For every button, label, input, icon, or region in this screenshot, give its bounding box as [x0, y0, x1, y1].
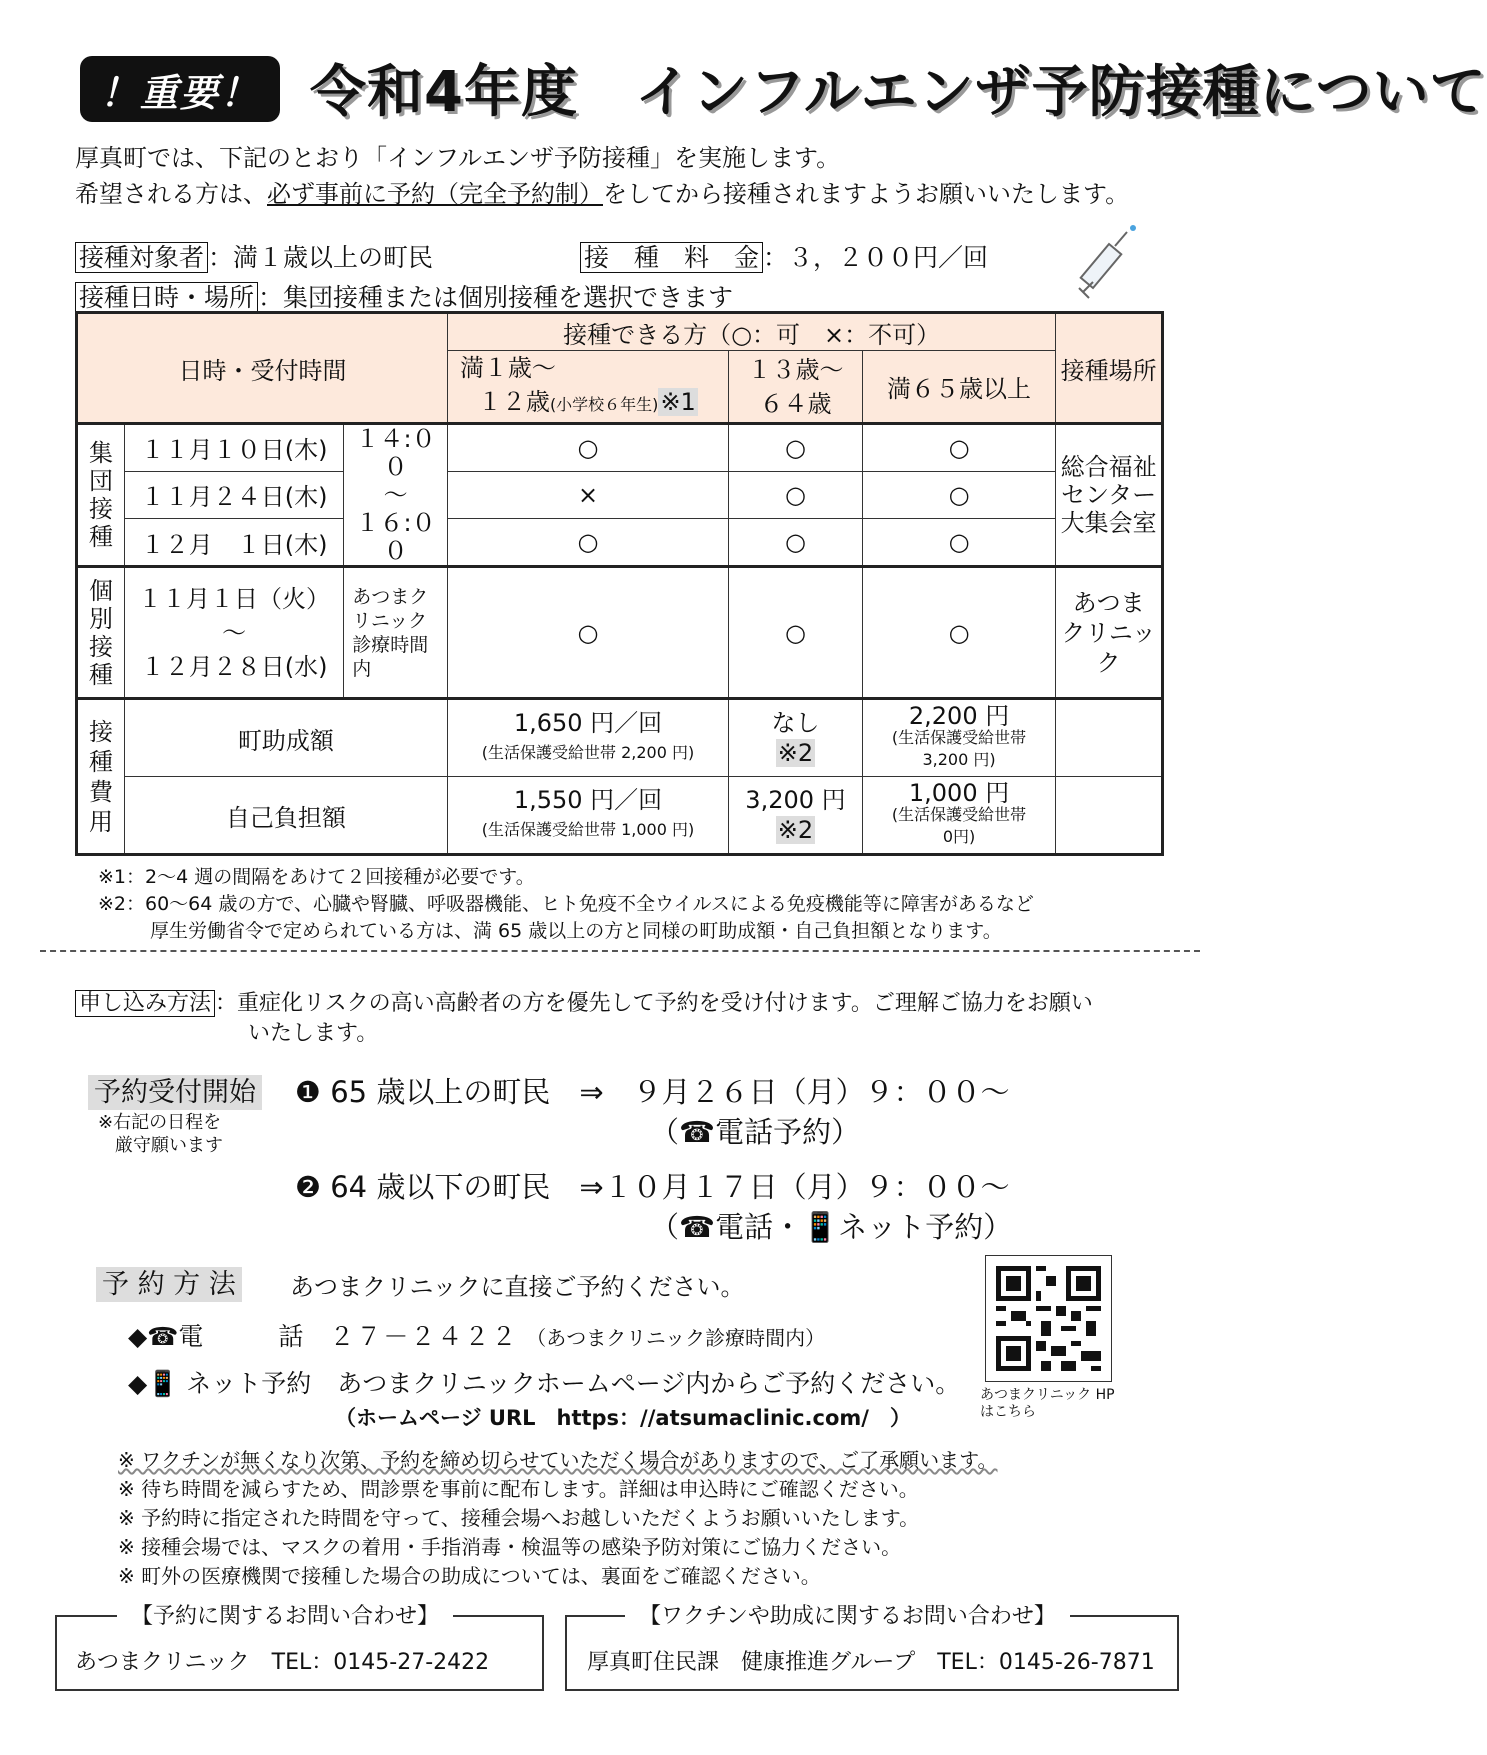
group-mark-2-1: ○	[729, 519, 863, 567]
contact-clinic-body: あつまクリニック TEL：0145-27-2422	[75, 1650, 490, 1675]
indiv-time-1: リニック	[352, 609, 428, 632]
reservation-label-wrap	[88, 1070, 262, 1109]
header-age-1-a: 満１歳～	[459, 354, 556, 382]
group-label-0: 集	[88, 439, 113, 467]
fee-label-1: 種	[88, 747, 113, 776]
contact-clinic-caption: 【予約に関するお問い合わせ】	[117, 1599, 453, 1630]
remark-1: ※ 待ち時間を減らすため、問診票を事前に配布します。詳細は申込時にご確認ください。	[118, 1477, 919, 1501]
group-date-2: １２月 １日(木)	[124, 519, 343, 567]
group-mark-1-2: ○	[862, 471, 1055, 519]
target-row	[75, 238, 433, 274]
header-age-2-b: ６４歳	[759, 389, 832, 418]
subsidy-2	[729, 699, 863, 777]
note-2: ※2：60～64 歳の方で、心臓や腎臓、呼吸器機能、ヒト免疫不全ウイルスによる免疫機能等に障害があるなど	[98, 893, 1034, 915]
group-mark-0-0: ○	[447, 424, 728, 472]
subsidy-3-small-a: (生活保護受給世帯	[891, 728, 1027, 747]
group-label-2: 接	[88, 495, 113, 523]
subsidy-2-value: なし	[771, 709, 820, 737]
target-value: ：満１歳以上の町民	[208, 243, 434, 272]
remark-4: ※ 町外の医療機関で接種した場合の助成については、裏面をご確認ください。	[118, 1564, 821, 1588]
group-place-1: センター	[1061, 481, 1157, 509]
phone-label: ◆☎電 話	[128, 1322, 304, 1351]
note-1: ※1：2～4 週の間隔をあけて２回接種が必要です。	[98, 866, 535, 888]
apply-text-1: ：重症化リスクの高い高齢者の方を優先して予約を受け付けます。ご理解ご協力をお願い	[215, 991, 1093, 1016]
page-title: 令和4年度 インフルエンザ予防接種について	[310, 60, 1487, 125]
group-mark-0-2: ○	[862, 424, 1055, 472]
self-1-small: (生活保護受給世帯 1,000 円)	[481, 820, 695, 839]
self-2-value: 3,200 円	[745, 786, 846, 814]
indiv-label-1: 別	[88, 604, 113, 633]
indiv-time	[344, 567, 448, 699]
subsidy-label: 町助成額	[124, 699, 447, 777]
contact-box-town	[565, 1604, 1179, 1691]
header-eligible: 接種できる方（○：可 ×：不可）	[447, 313, 1055, 351]
qr-code[interactable]	[985, 1255, 1112, 1382]
indiv-place-1: クリニッ	[1061, 618, 1156, 647]
indiv-place-0: あつま	[1072, 588, 1145, 617]
fee-label: 接 種 料 金	[580, 242, 763, 273]
subsidy-1-value: 1,650 円／回	[513, 709, 663, 737]
header-age-1	[447, 351, 728, 424]
self-label: 自己負担額	[124, 777, 447, 855]
fee-label-0: 接	[88, 717, 113, 746]
header-age-2	[729, 351, 863, 424]
group-mark-1-1: ○	[729, 471, 863, 519]
group-mark-0-1: ○	[729, 424, 863, 472]
qr-code-icon	[986, 1256, 1111, 1381]
self-3	[862, 777, 1055, 855]
self-place-empty	[1056, 777, 1163, 855]
self-3-small-a: (生活保護受給世帯	[891, 805, 1027, 824]
reservation-item-1b: （☎電話予約）	[650, 1115, 861, 1149]
datetime-label: 接種日時・場所	[75, 282, 258, 313]
self-2	[729, 777, 863, 855]
indiv-date-2: １２月２８日(水)	[140, 652, 328, 681]
fee-label-3: 用	[88, 807, 113, 836]
group-date-1: １１月２４日(木)	[124, 471, 343, 519]
fee-value: ：３，２００円／回	[763, 243, 989, 272]
qr-caption-2: はこちら	[980, 1404, 1036, 1420]
group-time	[344, 424, 448, 567]
remark-3: ※ 接種会場では、マスクの着用・手指消毒・検温等の感染予防対策にご協力ください。	[118, 1535, 902, 1559]
phone-note: （あつまクリニック診療時間内）	[526, 1326, 826, 1350]
indiv-place	[1056, 567, 1163, 699]
group-place-0: 総合福祉	[1060, 453, 1157, 481]
reservation-item-2b: （☎電話・📱ネット予約）	[650, 1210, 1013, 1244]
self-3-value: 1,000 円	[908, 779, 1010, 807]
indiv-time-0: あつまク	[352, 585, 429, 608]
datetime-value: ：集団接種または個別接種を選択できます	[258, 283, 734, 312]
indiv-label-0: 個	[88, 576, 113, 605]
group-mark-1-0: ×	[447, 471, 728, 519]
indiv-date-1: ～	[222, 618, 247, 647]
group-place	[1056, 424, 1163, 567]
net-label: ◆📱 ネット予約	[128, 1369, 312, 1398]
indiv-date-0: １１月１日（火）	[138, 584, 331, 613]
contact-town-caption: 【ワクチンや助成に関するお問い合わせ】	[625, 1599, 1070, 1630]
group-mark-2-2: ○	[862, 519, 1055, 567]
header-datetime: 日時・受付時間	[77, 313, 448, 424]
self-3-small-b: 0円)	[942, 827, 976, 846]
net-row	[128, 1364, 960, 1400]
target-label: 接種対象者	[75, 242, 208, 273]
group-date-0: １１月１０日(木)	[124, 424, 343, 472]
indiv-time-3: 内	[352, 657, 372, 680]
subsidy-1	[447, 699, 728, 777]
qr-caption-1: あつまクリニック HP	[980, 1387, 1115, 1403]
self-1	[447, 777, 728, 855]
subsidy-3-value: 2,200 円	[908, 702, 1010, 730]
indiv-place-2: ク	[1096, 648, 1121, 677]
remark-2: ※ 予約時に指定された時間を守って、接種会場へお越しいただくようお願いいたします。	[118, 1506, 920, 1530]
subsidy-place-empty	[1056, 699, 1163, 777]
remark-0: ※ ワクチンが無くなり次第、予約を締め切らせていただく場合がありますので、ご了承願います。	[118, 1448, 998, 1472]
phone-row	[128, 1317, 825, 1353]
group-place-2: 大集会室	[1060, 509, 1157, 537]
apply-row	[75, 986, 1093, 1017]
method-label-wrap	[96, 1262, 242, 1301]
fee-label-2: 費	[88, 777, 113, 806]
method-label: 予 約 方 法	[96, 1267, 242, 1302]
phone-value: ２７－２４２２	[329, 1322, 519, 1351]
vaccination-table	[75, 311, 1164, 856]
header-age-1-note: ※1	[660, 388, 696, 416]
header-age-1-b: １２歳	[477, 388, 550, 416]
indiv-label	[77, 567, 125, 699]
fee-label-col	[77, 699, 125, 855]
url-line: （ホームページ URL https：//atsumaclinic.com/ ）	[335, 1406, 911, 1430]
reservation-sub-1: ※右記の日程を	[98, 1112, 222, 1133]
contact-town-body: 厚真町住民課 健康推進グループ TEL：0145-26-7871	[587, 1650, 1155, 1675]
group-label-1: 団	[88, 467, 113, 495]
syringe-icon	[1075, 222, 1145, 307]
header-age-3: 満６５歳以上	[862, 351, 1055, 424]
intro-line-2-underlined: 必ず事前に予約（完全予約制）	[267, 180, 603, 208]
dashed-separator	[40, 950, 1200, 952]
contact-box-clinic	[55, 1604, 544, 1691]
indiv-mark-1: ○	[729, 567, 863, 699]
reservation-label: 予約受付開始	[88, 1075, 262, 1110]
reservation-item-2: ❷ 64 歳以下の町民 ⇒１０月１７日（月）９：００～	[295, 1170, 1010, 1204]
indiv-label-2: 接	[88, 632, 113, 661]
subsidy-1-small: (生活保護受給世帯 2,200 円)	[481, 743, 695, 762]
subsidy-2-note: ※2	[777, 739, 814, 767]
fee-row	[580, 238, 988, 274]
intro-line-2-post: をしてから接種されますようお願いいたします。	[603, 180, 1130, 208]
subsidy-3-small-b: 3,200 円)	[922, 750, 996, 769]
note-2b: 厚生労働省令で定められている方は、満 65 歳以上の方と同様の町助成額・自己負担額となります。	[150, 920, 1002, 942]
important-badge: ！重要！	[80, 56, 280, 122]
indiv-dates	[124, 567, 343, 699]
indiv-label-3: 種	[88, 660, 113, 689]
header-place: 接種場所	[1056, 313, 1163, 424]
datetime-row	[75, 278, 733, 314]
reservation-sub-2: 厳守願います	[115, 1135, 223, 1156]
group-label-3: 種	[88, 523, 113, 551]
self-2-note: ※2	[777, 816, 814, 844]
group-label	[77, 424, 125, 567]
group-time-1: ～	[383, 481, 408, 509]
header-age-1-small: (小学校６年生)	[549, 395, 659, 414]
group-mark-2-0: ○	[447, 519, 728, 567]
intro-line-1: 厚真町では、下記のとおり「インフルエンザ予防接種」を実施します。	[75, 144, 841, 172]
group-time-0: １４:００	[355, 425, 436, 481]
apply-label: 申し込み方法	[75, 990, 215, 1017]
header-age-2-a: １３歳～	[747, 355, 844, 384]
net-value: あつまクリニックホームページ内からご予約ください。	[337, 1369, 961, 1398]
indiv-mark-2: ○	[862, 567, 1055, 699]
apply-text-2: いたします。	[248, 1021, 379, 1046]
group-time-2: １６:００	[355, 509, 436, 565]
indiv-mark-0: ○	[447, 567, 728, 699]
intro-line-2-pre: 希望される方は、	[75, 180, 267, 208]
self-1-value: 1,550 円／回	[513, 786, 663, 814]
indiv-time-2: 診療時間	[352, 633, 429, 656]
reservation-item-1: ❶ 65 歳以上の町民 ⇒ ９月２６日（月）９：００～	[295, 1075, 1010, 1109]
subsidy-3	[862, 699, 1055, 777]
intro-line-2	[75, 174, 1129, 209]
method-text: あつまクリニックに直接ご予約ください。	[290, 1273, 745, 1301]
